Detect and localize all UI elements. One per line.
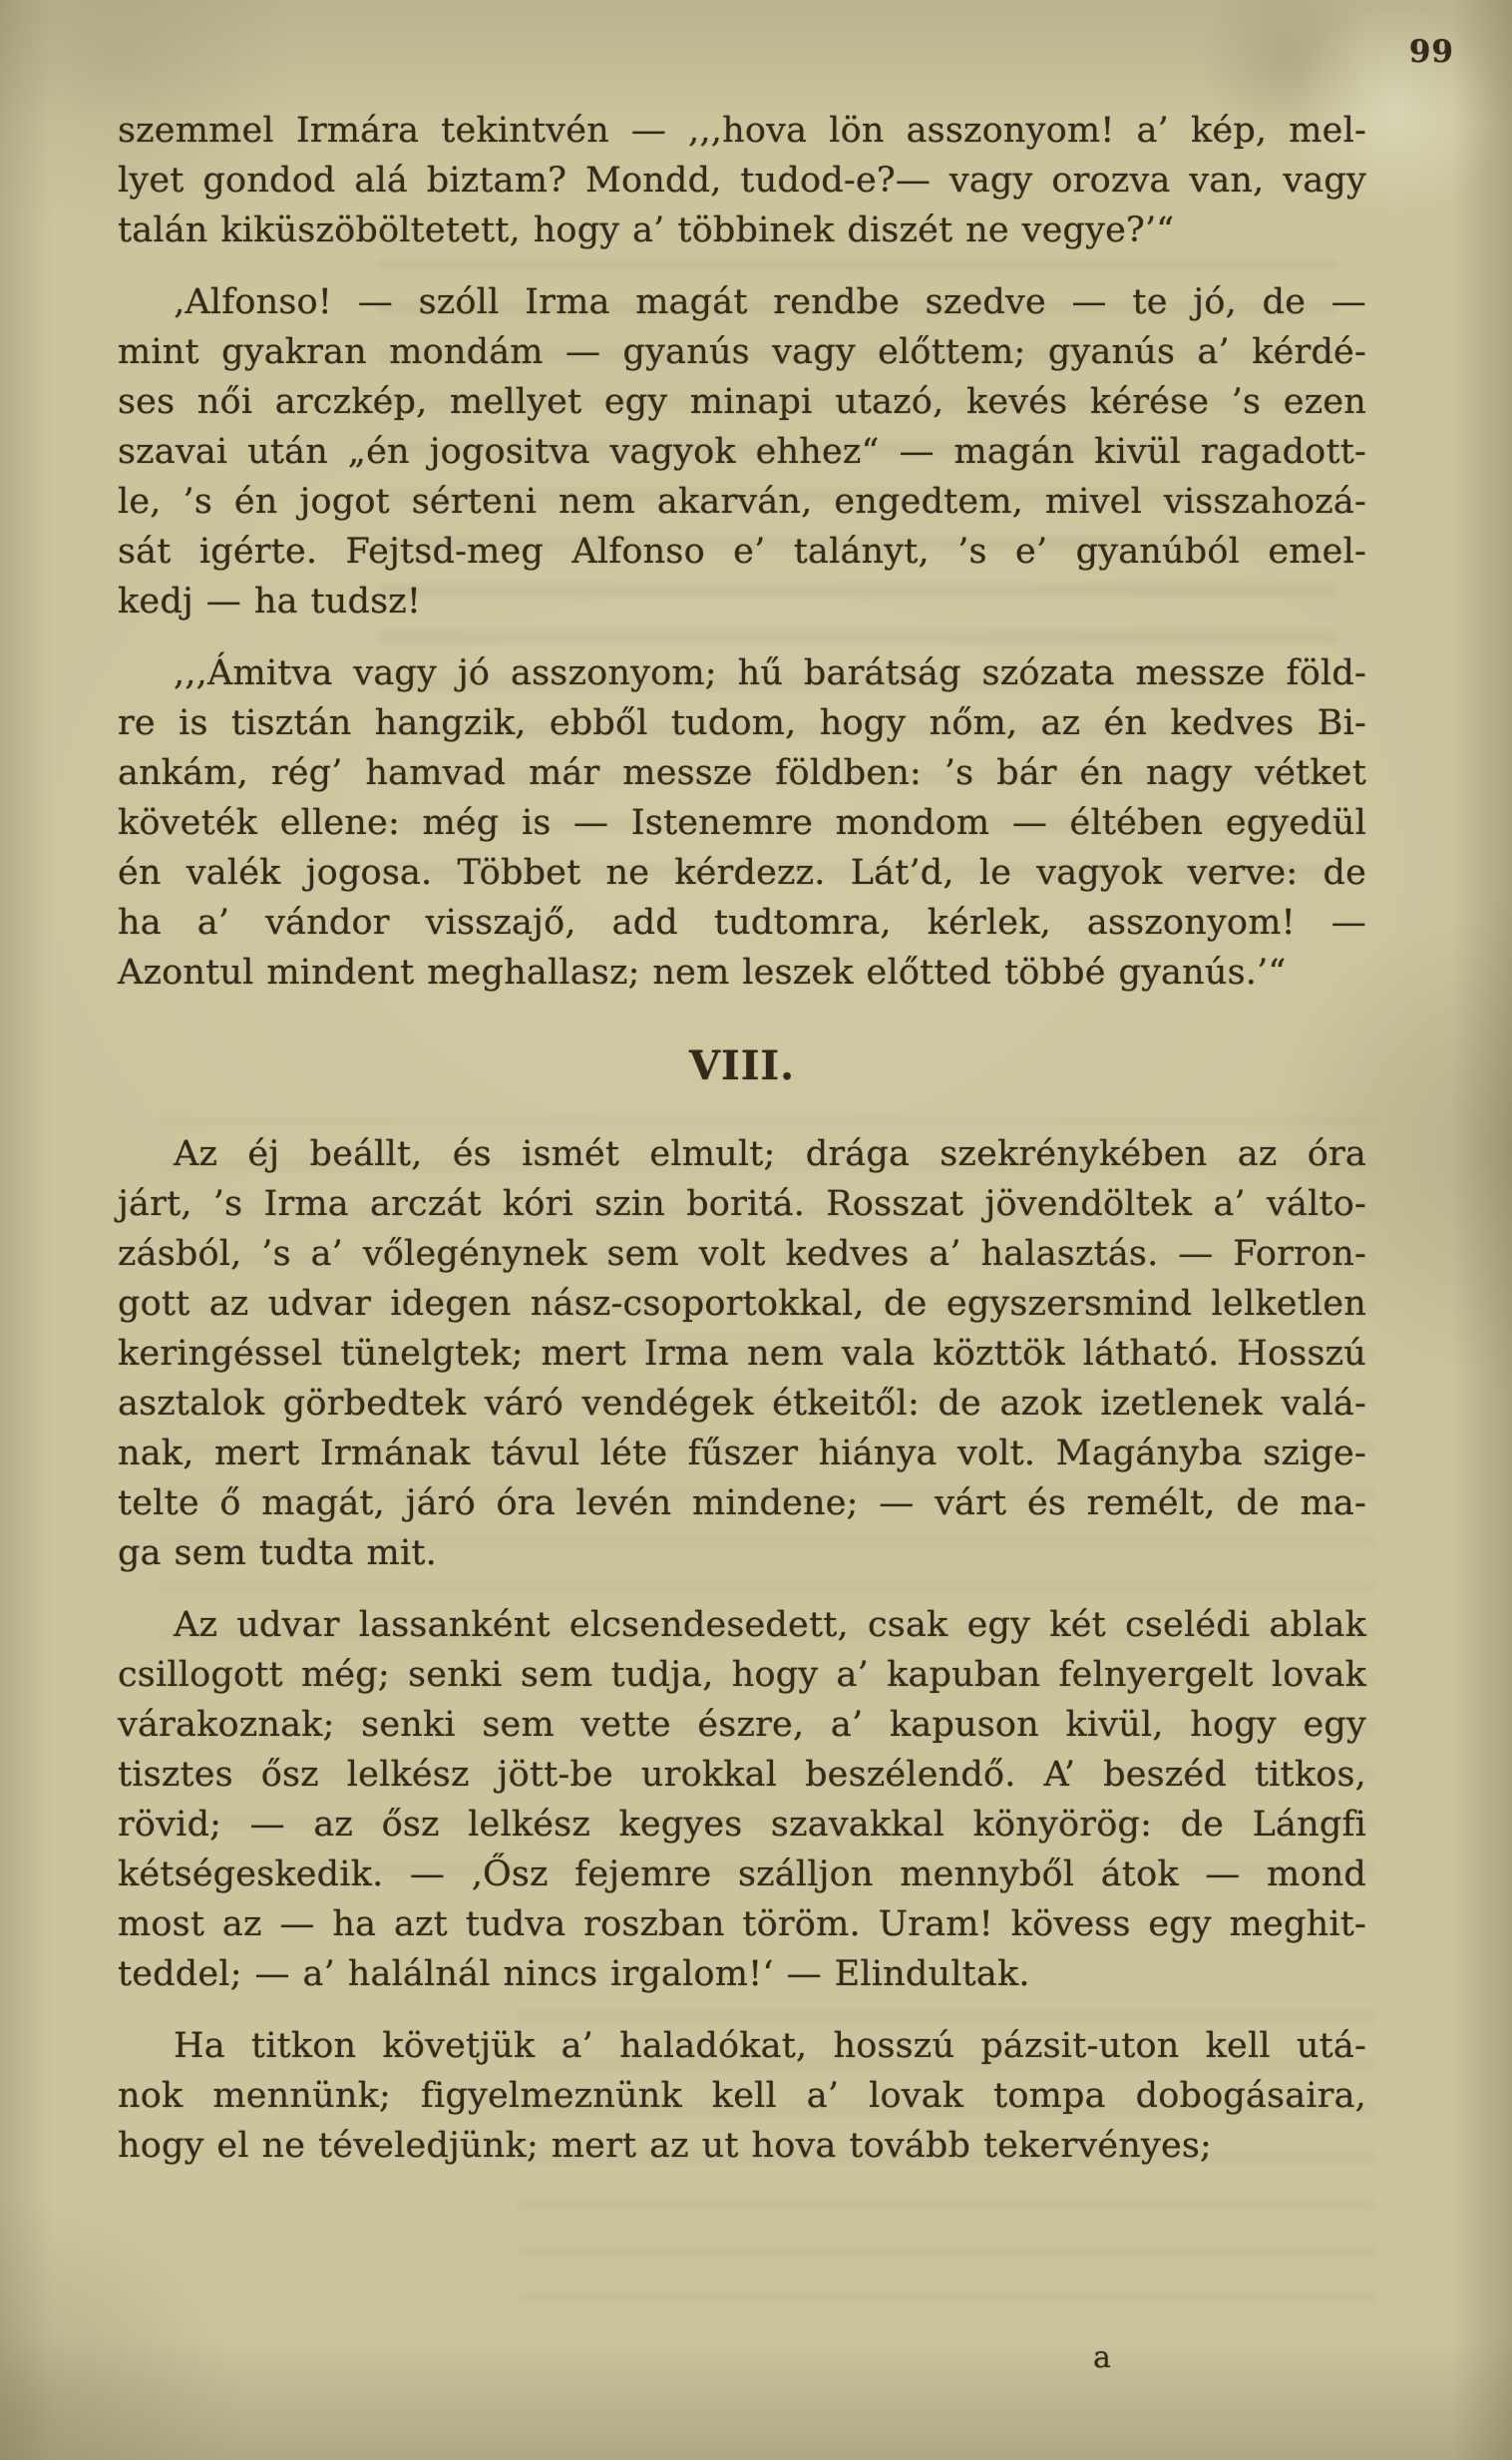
page-number: 99 <box>1408 34 1454 70</box>
text-line: ankám, rég’ hamvad már messze földben: ’s bár én nagy vétket <box>118 753 1366 793</box>
text-line: kétségeskedik. — ‚Ősz fejemre szálljon mennyből átok — mond <box>118 1854 1366 1894</box>
paragraph <box>118 106 1366 255</box>
text-line: re is tisztán hangzik, ebből tudom, hogy nőm, az én kedves Bi- <box>118 703 1366 743</box>
paragraph <box>118 1600 1366 1999</box>
text-line: lyet gondod alá biztam? Mondd, tudod-e?— vagy orozva van, vagy <box>118 161 1366 201</box>
paragraph <box>118 1129 1366 1578</box>
text-line: rövid; — az ősz lelkész kegyes szavakkal könyörög: de Lángfi <box>118 1805 1366 1845</box>
text-line: teddel; — a’ halálnál nincs irgalom!‘ — Elindultak. <box>118 1954 1030 1994</box>
text-line: tisztes ősz lelkész jött-be urokkal beszélendő. A’ beszéd titkos, <box>118 1755 1366 1795</box>
text-line: Az éj beállt, és ismét elmult; drága szekrénykében az óra <box>174 1134 1366 1174</box>
paragraph <box>118 2021 1366 2171</box>
text-line: asztalok görbedtek váró vendégek étkeitől: de azok izetlenek valá- <box>118 1384 1366 1424</box>
text-line: Azontul mindent meghallasz; nem leszek előtted többé gyanús.’“ <box>118 953 1287 993</box>
paragraph <box>118 277 1366 626</box>
text-line: talán kiküszöböltetett, hogy a’ többinek diszét ne vegye?’“ <box>118 210 1175 250</box>
text-line: gott az udvar idegen nász-csoportokkal, de egyszersmind lelketlen <box>118 1284 1366 1324</box>
text-line: Ha titkon követjük a’ haladókat, hosszú pázsit-uton kell utá- <box>174 2026 1366 2066</box>
text-line: ‚Alfonso! — szóll Irma magát rendbe szedve — te jó, de — <box>174 282 1366 322</box>
text-line: ha a’ vándor visszajő, add tudtomra, kérlek, asszonyom! — <box>118 903 1366 943</box>
text-line: keringéssel tünelgtek; mert Irma nem vala közttök látható. Hosszú <box>118 1334 1366 1374</box>
text-line: nak, mert Irmának távul léte fűszer hiánya volt. Magányba szige- <box>118 1434 1366 1473</box>
text-line: járt, ’s Irma arczát kóri szin boritá. Rosszat jövendöltek a’ válto- <box>118 1184 1366 1224</box>
catchword: a <box>1093 2340 1111 2375</box>
text-line: kedj — ha tudsz! <box>118 582 422 621</box>
text-line: én valék jogosa. Többet ne kérdezz. Lát’d, le vagyok verve: de <box>118 853 1366 893</box>
text-line: ses női arczkép, mellyet egy minapi utazó, kevés kérése ’s ezen <box>118 382 1366 422</box>
text-line: mint gyakran mondám — gyanús vagy előttem; gyanús a’ kérdé- <box>118 332 1366 372</box>
text-line: telte ő magát, járó óra levén mindene; — várt és remélt, de ma- <box>118 1483 1366 1523</box>
text-line: szavai után „én jogositva vagyok ehhez“ — magán kivül ragadott- <box>118 432 1366 472</box>
text-line: sát igérte. Fejtsd-meg Alfonso e’ talányt, ’s e’ gyanúból emel- <box>118 532 1366 572</box>
text-line: zásból, ’s a’ vőlegénynek sem volt kedves a’ halasztás. — Forron- <box>118 1234 1366 1274</box>
text-line: ,,,Ámitva vagy jó asszonyom; hű barátság szózata messze föld- <box>174 653 1366 693</box>
text-line: követék ellene: még is — Istenemre mondom — éltében egyedül <box>118 803 1366 843</box>
text-line: nok mennünk; figyelmeznünk kell a’ lovak tompa dobogásaira, <box>118 2076 1366 2116</box>
text-line: ga sem tudta mit. <box>118 1533 437 1573</box>
text-line: most az — ha azt tudva roszban töröm. Uram! kövess egy meghit- <box>118 1904 1366 1944</box>
section-heading: VIII. <box>688 1042 796 1089</box>
text-line: szemmel Irmára tekintvén — ,,,hova lön asszonyom! a’ kép, mel- <box>118 111 1366 151</box>
page-text <box>118 106 1366 2193</box>
text-line: Az udvar lassanként elcsendesedett, csak egy két cselédi ablak <box>174 1605 1366 1645</box>
text-line: várakoznak; senki sem vette észre, a’ kapuson kivül, hogy egy <box>118 1705 1366 1745</box>
text-line: csillogott még; senki sem tudja, hogy a’ kapuban felnyergelt lovak <box>118 1655 1366 1695</box>
text-line: le, ’s én jogot sérteni nem akarván, engedtem, mivel visszahozá- <box>118 482 1366 522</box>
text-line: hogy el ne téveledjünk; mert az ut hova tovább tekervényes; <box>118 2126 1213 2166</box>
paragraph <box>118 648 1366 998</box>
